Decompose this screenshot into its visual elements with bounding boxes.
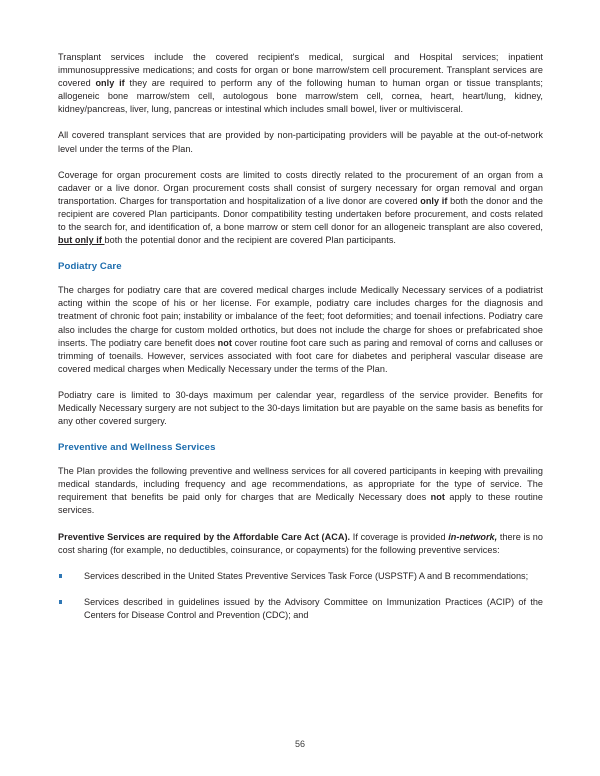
paragraph-organ-procurement bbox=[58, 169, 543, 248]
emphasis-only-if: only if bbox=[420, 195, 448, 206]
text-run: cover routine foot care such as paring and removal of corns and calluses or trimming of toenails. However, services associated with foot care for diabetes and peripheral vascular disease are covered medical charges when Medically Necessary under the terms of the Plan. bbox=[58, 337, 543, 374]
emphasis-in-network: in-network, bbox=[448, 531, 498, 542]
text-run: they are required to perform any of the following human to human organ or tissue transplants; allogeneic bone marrow/stem cell, autologous bone marrow/stem cell, cornea, heart, heart/lung, kidney, kidney/pancreas, liver, lung, pancreas or intestinal which includes small bowel, liver or multivisceral. bbox=[58, 78, 544, 115]
text-run: Transplant services include the covered recipient's medical, surgical and Hospital services; inpatient immunosuppressive medications; and costs for organ or bone marrow/stem cell procurement. Transplant services are covered bbox=[58, 52, 543, 89]
text-run: both the donor and the recipient are covered Plan participants. Donor compatibility testing undertaken before procurement, and costs related to the search for, and identification of, a bone marrow or stem cell donor for an allogeneic transplant are also covered, bbox=[58, 195, 544, 233]
text-run: apply to these routine services. bbox=[58, 492, 543, 516]
paragraph-aca-requirement bbox=[58, 531, 543, 557]
emphasis-not: not bbox=[430, 492, 445, 503]
paragraph-non-participating-providers: All covered transplant services that are provided by non-participating providers will be payable at the out-of-network level under the terms of the Plan. bbox=[58, 130, 543, 154]
page-number: 56 bbox=[294, 739, 305, 749]
text-run: The Plan provides the following preventive and wellness services for all covered participants in keeping with prevailing medical standards, including frequency and age recommendations, as appropriate for the type of service. The requirement that benefits be paid only for charges that are Medically Necessary does bbox=[58, 466, 543, 503]
square-bullet-icon bbox=[59, 600, 62, 603]
square-bullet-icon bbox=[59, 574, 62, 577]
preventive-services-list bbox=[58, 570, 543, 622]
emphasis-but-only-if: but only if bbox=[58, 235, 105, 246]
text-run: The charges for podiatry care that are covered medical charges include Medically Necessary services of a podiatrist acting within the scope of his or her license. For example, podiatry care includes charges for the diagnosis and treatment of chronic foot pain; instability or imbalance of the feet; foot deformities; and toenail infections. Podiatry care also includes the charge for custom molded orthotics, but does not include the charge for shoes or prefabricated shoe inserts. The podiatry care benefit does bbox=[58, 285, 543, 348]
heading-podiatry-care: Podiatry Care bbox=[58, 261, 122, 273]
heading-preventive-wellness-services: Preventive and Wellness Services bbox=[58, 442, 216, 454]
list-item bbox=[58, 570, 543, 583]
paragraph-podiatry-limits: Podiatry care is limited to 30-days maximum per calendar year, regardless of the service provider. Benefits for Medically Necessary surgery are not subject to the 30-days limitation but are payable on the same basis as benefits for any other covered surgery. bbox=[58, 389, 543, 427]
emphasis-not: not bbox=[217, 337, 232, 348]
page-content bbox=[58, 51, 543, 635]
paragraph-podiatry-coverage bbox=[58, 284, 543, 376]
text-run: Coverage for organ procurement costs are limited to costs directly related to the procurement of an organ from a cadaver or a live donor. Organ procurement costs shall consist of surgery necessary for organ removal and organ transportation. Charges for transportation and hospitalization of a live donor are covered bbox=[58, 169, 543, 206]
list-item-label: Services described in the United States Preventive Services Task Force (USPSTF) A and B recommendations; bbox=[84, 570, 529, 581]
emphasis-only-if: only if bbox=[95, 78, 125, 89]
paragraph-transplant-services bbox=[58, 51, 543, 116]
text-run: If coverage is provided bbox=[350, 531, 449, 542]
text-run: there is no cost sharing (for example, no deductibles, coinsurance, or copayments) for the following preventive services: bbox=[58, 531, 543, 555]
list-item bbox=[58, 596, 543, 622]
list-item-label: Services described in guidelines issued by the Advisory Committee on Immunization Practices (ACIP) of the Centers for Disease Control and Prevention (CDC); and bbox=[84, 596, 543, 620]
emphasis-aca-statement: Preventive Services are required by the Affordable Care Act (ACA). bbox=[58, 531, 351, 542]
text-run: both the potential donor and the recipient are covered Plan participants. bbox=[104, 235, 396, 246]
paragraph-preventive-intro bbox=[58, 465, 543, 517]
